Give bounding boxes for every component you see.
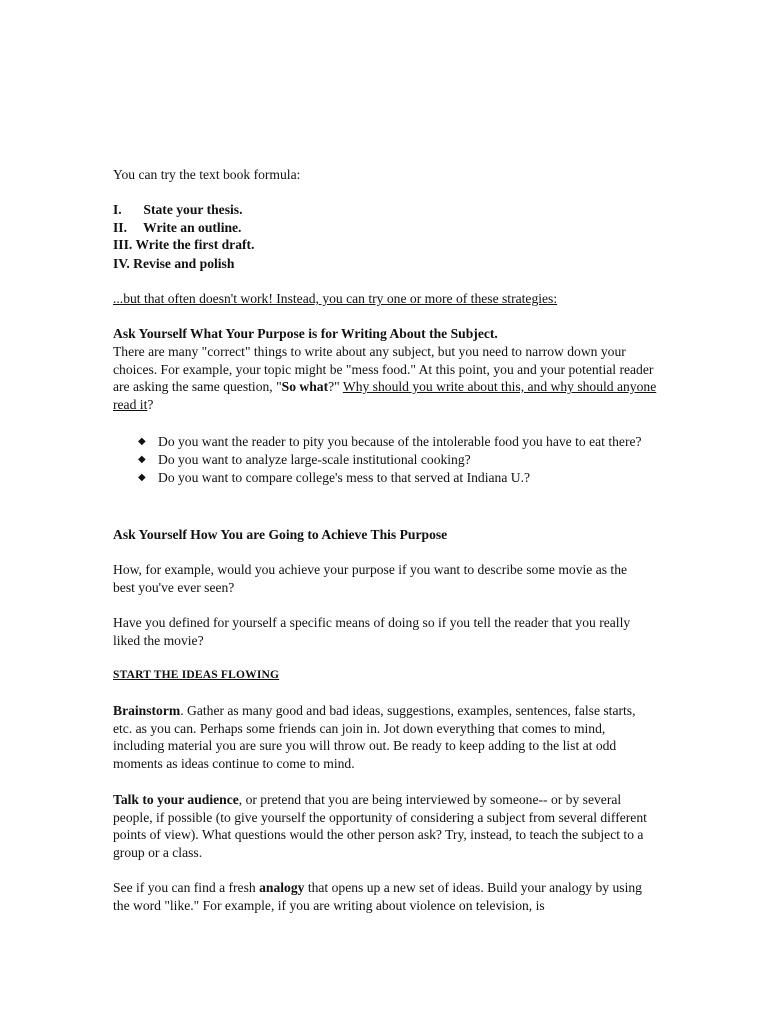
bullet-text: Do you want to compare college's mess to that served at Indiana U.? [158,470,531,485]
ideas-heading: START THE IDEAS FLOWING [113,669,280,681]
analogy-before: See if you can find a fresh [113,880,260,895]
step-item [113,201,242,219]
step-text: Write the first draft. [135,237,255,252]
step-text: State your thesis. [143,202,243,217]
step-number: I. [113,202,122,217]
step-item [113,255,234,273]
brainstorm-paragraph [113,702,655,772]
purpose-heading: Ask Yourself What Your Purpose is for Writing About the Subject. [113,326,498,341]
analogy-after: that opens up a new set of ideas. Build your analogy by using the word "like." For example, if you are writing about violence on television, is [113,880,642,913]
achieve-paragraph-2: Have you defined for yourself a specific means of doing so if you tell the reader that you really liked the movie? [113,615,631,648]
audience-paragraph [113,791,653,861]
purpose-body-start: There are many "correct" things to write about any subject, but you need to narrow down your choices. For example, your topic might be "mess food." At this point, you and your potential reader are asking the same question, " [113,344,654,394]
so-what-text: So what [281,379,329,394]
analogy-paragraph [113,879,648,914]
purpose-underlined-question: Why should you write about this, and why should anyone read it [113,379,657,412]
step-number: III. [113,237,133,252]
diamond-bullet-icon: ◆ [138,454,146,465]
list-item [113,433,658,451]
bullet-text: Do you want the reader to pity you because of the intolerable food you have to eat there? [158,434,642,449]
list-item [113,451,658,469]
analogy-term: analogy [259,880,305,895]
list-item [113,469,658,487]
audience-term: Talk to your audience [113,792,239,807]
purpose-paragraph [113,343,658,413]
brainstorm-text: . Gather as many good and bad ideas, suggestions, examples, sentences, false starts, etc. as you can. Perhaps some friends can join in. Jot down everything that comes to mind, including material you are sure you will throw out. Be ready to keep adding to the list at odd moments as ideas continue to come to mind. [113,703,636,771]
audience-text: , or pretend that you are being interviewed by someone-- or by several people, if possible (to give yourself the opportunity of considering a subject from several different points of view). What questions would the other person ask? Try, instead, to teach the subject to a group or a class. [113,792,647,860]
step-text: Revise and polish [133,255,235,271]
purpose-body-mid: ?" [328,379,343,394]
brainstorm-term: Brainstorm [113,703,181,718]
bullet-text: Do you want to analyze large-scale institutional cooking? [158,452,471,467]
diamond-bullet-icon: ◆ [138,436,146,447]
step-number: II. [113,219,127,235]
achieve-paragraph-1: How, for example, would you achieve your purpose if you want to describe some movie as the best you've ever seen? [113,562,628,595]
step-number: IV. [113,255,130,271]
step-item [113,236,254,254]
step-text: Write an outline. [143,219,242,235]
purpose-bullet-list [113,433,658,487]
purpose-body-end: ? [147,396,154,412]
step-item [113,219,241,237]
diamond-bullet-icon: ◆ [138,472,146,483]
intro-text: You can try the text book formula: [113,167,301,182]
achieve-heading: Ask Yourself How You are Going to Achieve This Purpose [113,527,448,542]
transition-text: ...but that often doesn't work! Instead, you can try one or more of these strategies: [113,291,558,306]
